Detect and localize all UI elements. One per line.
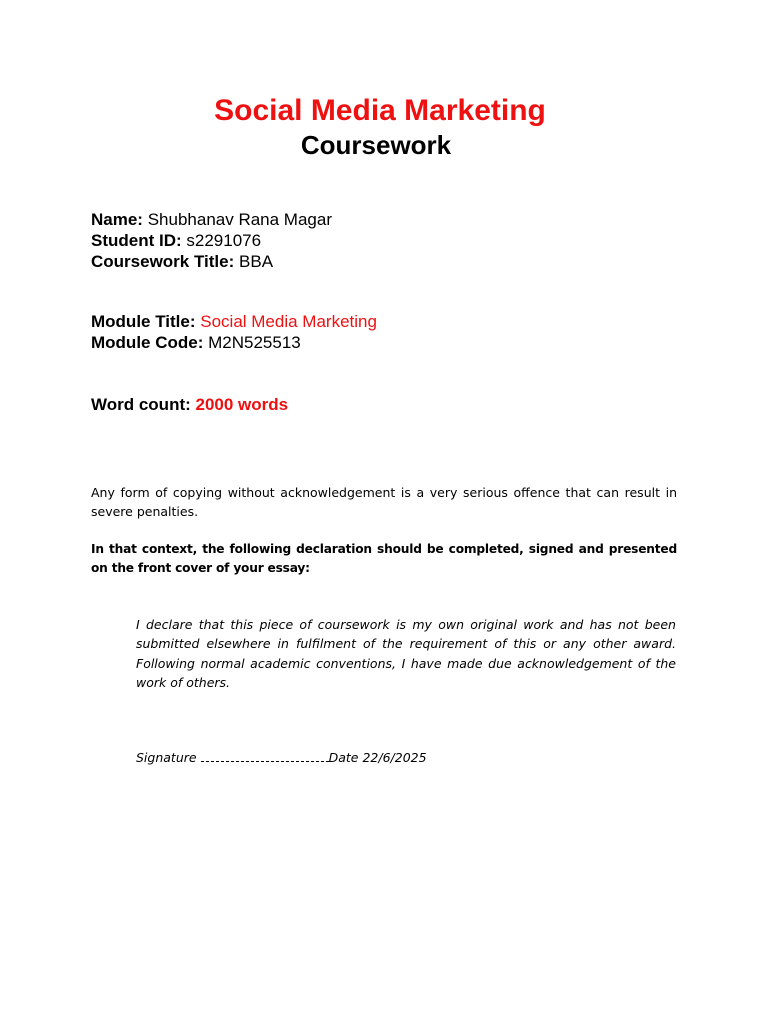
student-name-value: Shubhanav Rana Magar: [147, 210, 332, 229]
date-label: Date: [328, 750, 359, 765]
word-count-label: Word count:: [91, 395, 191, 414]
module-title-label: Module Title:: [91, 312, 196, 331]
coursework-title-label: Coursework Title:: [91, 252, 235, 271]
word-count-line: [91, 394, 288, 415]
signature-line: [136, 748, 427, 767]
document-title: Social Media Marketing: [214, 94, 546, 127]
student-id-line: [91, 230, 261, 251]
coursework-title-line: [91, 251, 273, 272]
word-count-value: 2000 words: [195, 395, 289, 414]
coursework-title-value: BBA: [239, 252, 274, 271]
module-code-value: M2N525513: [208, 333, 301, 352]
module-code-label: Module Code:: [91, 333, 204, 352]
student-id-value: s2291076: [186, 231, 262, 250]
declaration-instruction: In that context, the following declaration should be completed, signed and presented on the front cover of your essay:: [91, 542, 677, 575]
student-name-line: [91, 209, 332, 230]
student-name-label: Name:: [91, 210, 143, 229]
student-id-label: Student ID:: [91, 231, 182, 250]
signature-field[interactable]: [201, 749, 329, 762]
module-title-value: Social Media Marketing: [200, 312, 377, 331]
signature-label: Signature: [136, 750, 197, 765]
module-code-line: [91, 332, 301, 353]
document-subtitle: Coursework: [300, 130, 452, 160]
date-value: 22/6/2025: [362, 750, 427, 765]
declaration-statement: I declare that this piece of coursework is my own original work and has not been submitted elsewhere in fulfilment of the requirement of this or any other award. Following normal academic conventions, I have made due acknowledgement of the work of others.: [136, 617, 676, 690]
copying-warning: Any form of copying without acknowledgement is a very serious offence that can result in severe penalties.: [91, 485, 677, 519]
module-title-line: [91, 311, 377, 332]
